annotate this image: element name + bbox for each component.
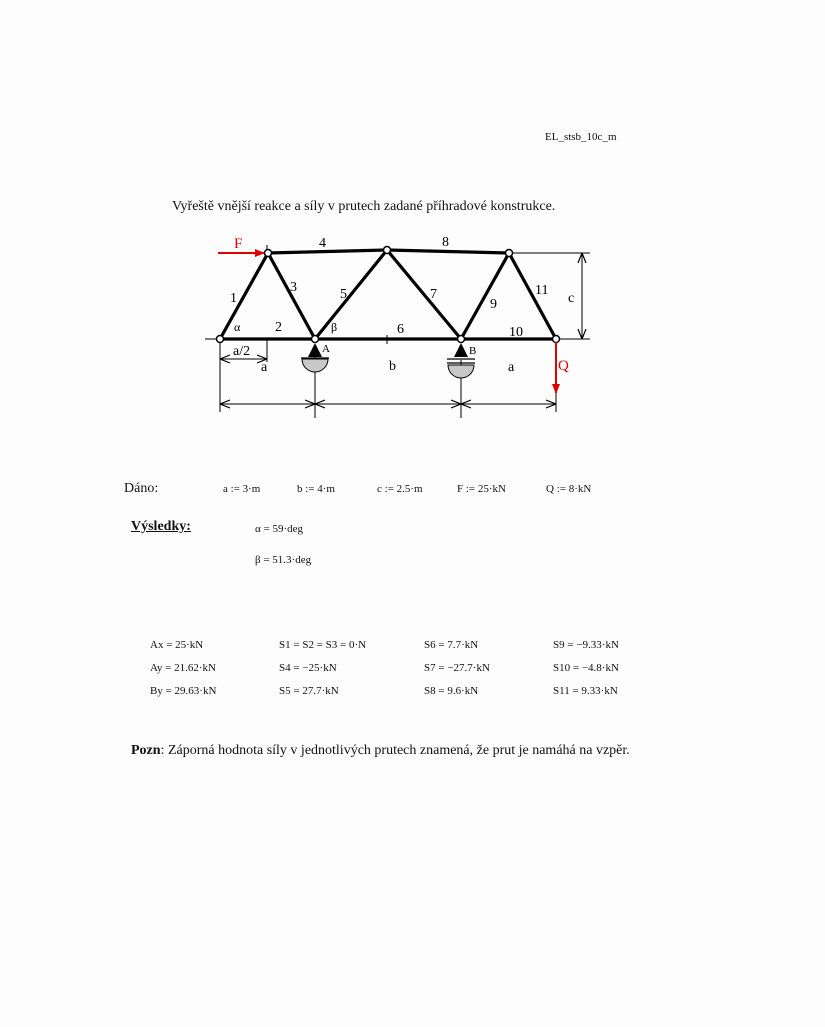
- member-label-4: 4: [319, 236, 326, 251]
- given-b: b := 4·m: [297, 483, 335, 495]
- note: [131, 743, 630, 759]
- result-ay: Ay = 21.62·kN: [150, 662, 216, 674]
- joint: [553, 336, 560, 343]
- support-a-label: A: [322, 343, 330, 355]
- given-a: a := 3·m: [223, 483, 261, 495]
- member-5: [315, 250, 387, 339]
- joint: [458, 336, 465, 343]
- member-label-8: 8: [442, 235, 449, 250]
- result-s7: S7 = −27.7·kN: [424, 662, 490, 674]
- dim-b-label: b: [389, 359, 396, 374]
- angle-alpha-label: α: [234, 320, 241, 334]
- member-label-10: 10: [509, 325, 523, 340]
- joint: [384, 247, 391, 254]
- truss-members: [220, 250, 556, 339]
- member-4: [268, 250, 387, 253]
- member-label-5: 5: [340, 287, 347, 302]
- task-statement: Vyřeště vnější reakce a síly v prutech zadané příhradové konstrukce.: [172, 199, 556, 214]
- result-s11: S11 = 9.33·kN: [553, 685, 618, 697]
- member-1: [220, 253, 268, 339]
- member-label-11: 11: [535, 283, 549, 298]
- given-label: Dáno:: [124, 481, 159, 496]
- result-s5: S5 = 27.7·kN: [279, 685, 339, 697]
- support-b-label: B: [469, 345, 477, 357]
- member-label-9: 9: [490, 297, 497, 312]
- document-id: EL_stsb_10c_m: [545, 131, 617, 143]
- member-label-1: 1: [230, 291, 237, 306]
- given-f: F := 25·kN: [457, 483, 506, 495]
- given-q: Q := 8·kN: [546, 483, 592, 495]
- dim-a-half-label: a/2: [233, 344, 251, 359]
- result-alpha: α = 59·deg: [255, 523, 304, 535]
- angle-beta-label: β: [331, 320, 338, 334]
- note-text: : Záporná hodnota síly v jednotlivých prutech znamená, že prut je namáhá na vzpěr.: [160, 743, 630, 758]
- result-s1-s2-s3: S1 = S2 = S3 = 0·N: [279, 639, 367, 651]
- joint: [265, 250, 272, 257]
- note-label: Pozn: [131, 743, 161, 758]
- given-c: c := 2.5·m: [377, 483, 423, 495]
- member-label-3: 3: [290, 280, 297, 295]
- dim-a-right-label: a: [508, 360, 515, 375]
- result-s10: S10 = −4.8·kN: [553, 662, 619, 674]
- force-f-label: F: [234, 236, 243, 252]
- result-ax: Ax = 25·kN: [150, 639, 204, 651]
- result-s4: S4 = −25·kN: [279, 662, 337, 674]
- joint: [217, 336, 224, 343]
- truss-diagram: [0, 0, 825, 440]
- member-label-7: 7: [430, 287, 437, 302]
- member-label-2: 2: [275, 320, 282, 335]
- result-by: By = 29.63·kN: [150, 685, 217, 697]
- joint: [312, 336, 319, 343]
- result-s6: S6 = 7.7·kN: [424, 639, 479, 651]
- force-q-label: Q: [558, 358, 569, 374]
- result-s8: S8 = 9.6·kN: [424, 685, 479, 697]
- member-9: [461, 253, 509, 339]
- member-8: [387, 250, 509, 253]
- dim-a-left-label: a: [261, 360, 268, 375]
- results-label: Výsledky:: [131, 519, 191, 534]
- result-beta: β = 51.3·deg: [255, 554, 312, 566]
- result-s9: S9 = −9.33·kN: [553, 639, 619, 651]
- dim-c-label: c: [568, 291, 575, 306]
- member-label-6: 6: [397, 322, 404, 337]
- joint: [506, 250, 513, 257]
